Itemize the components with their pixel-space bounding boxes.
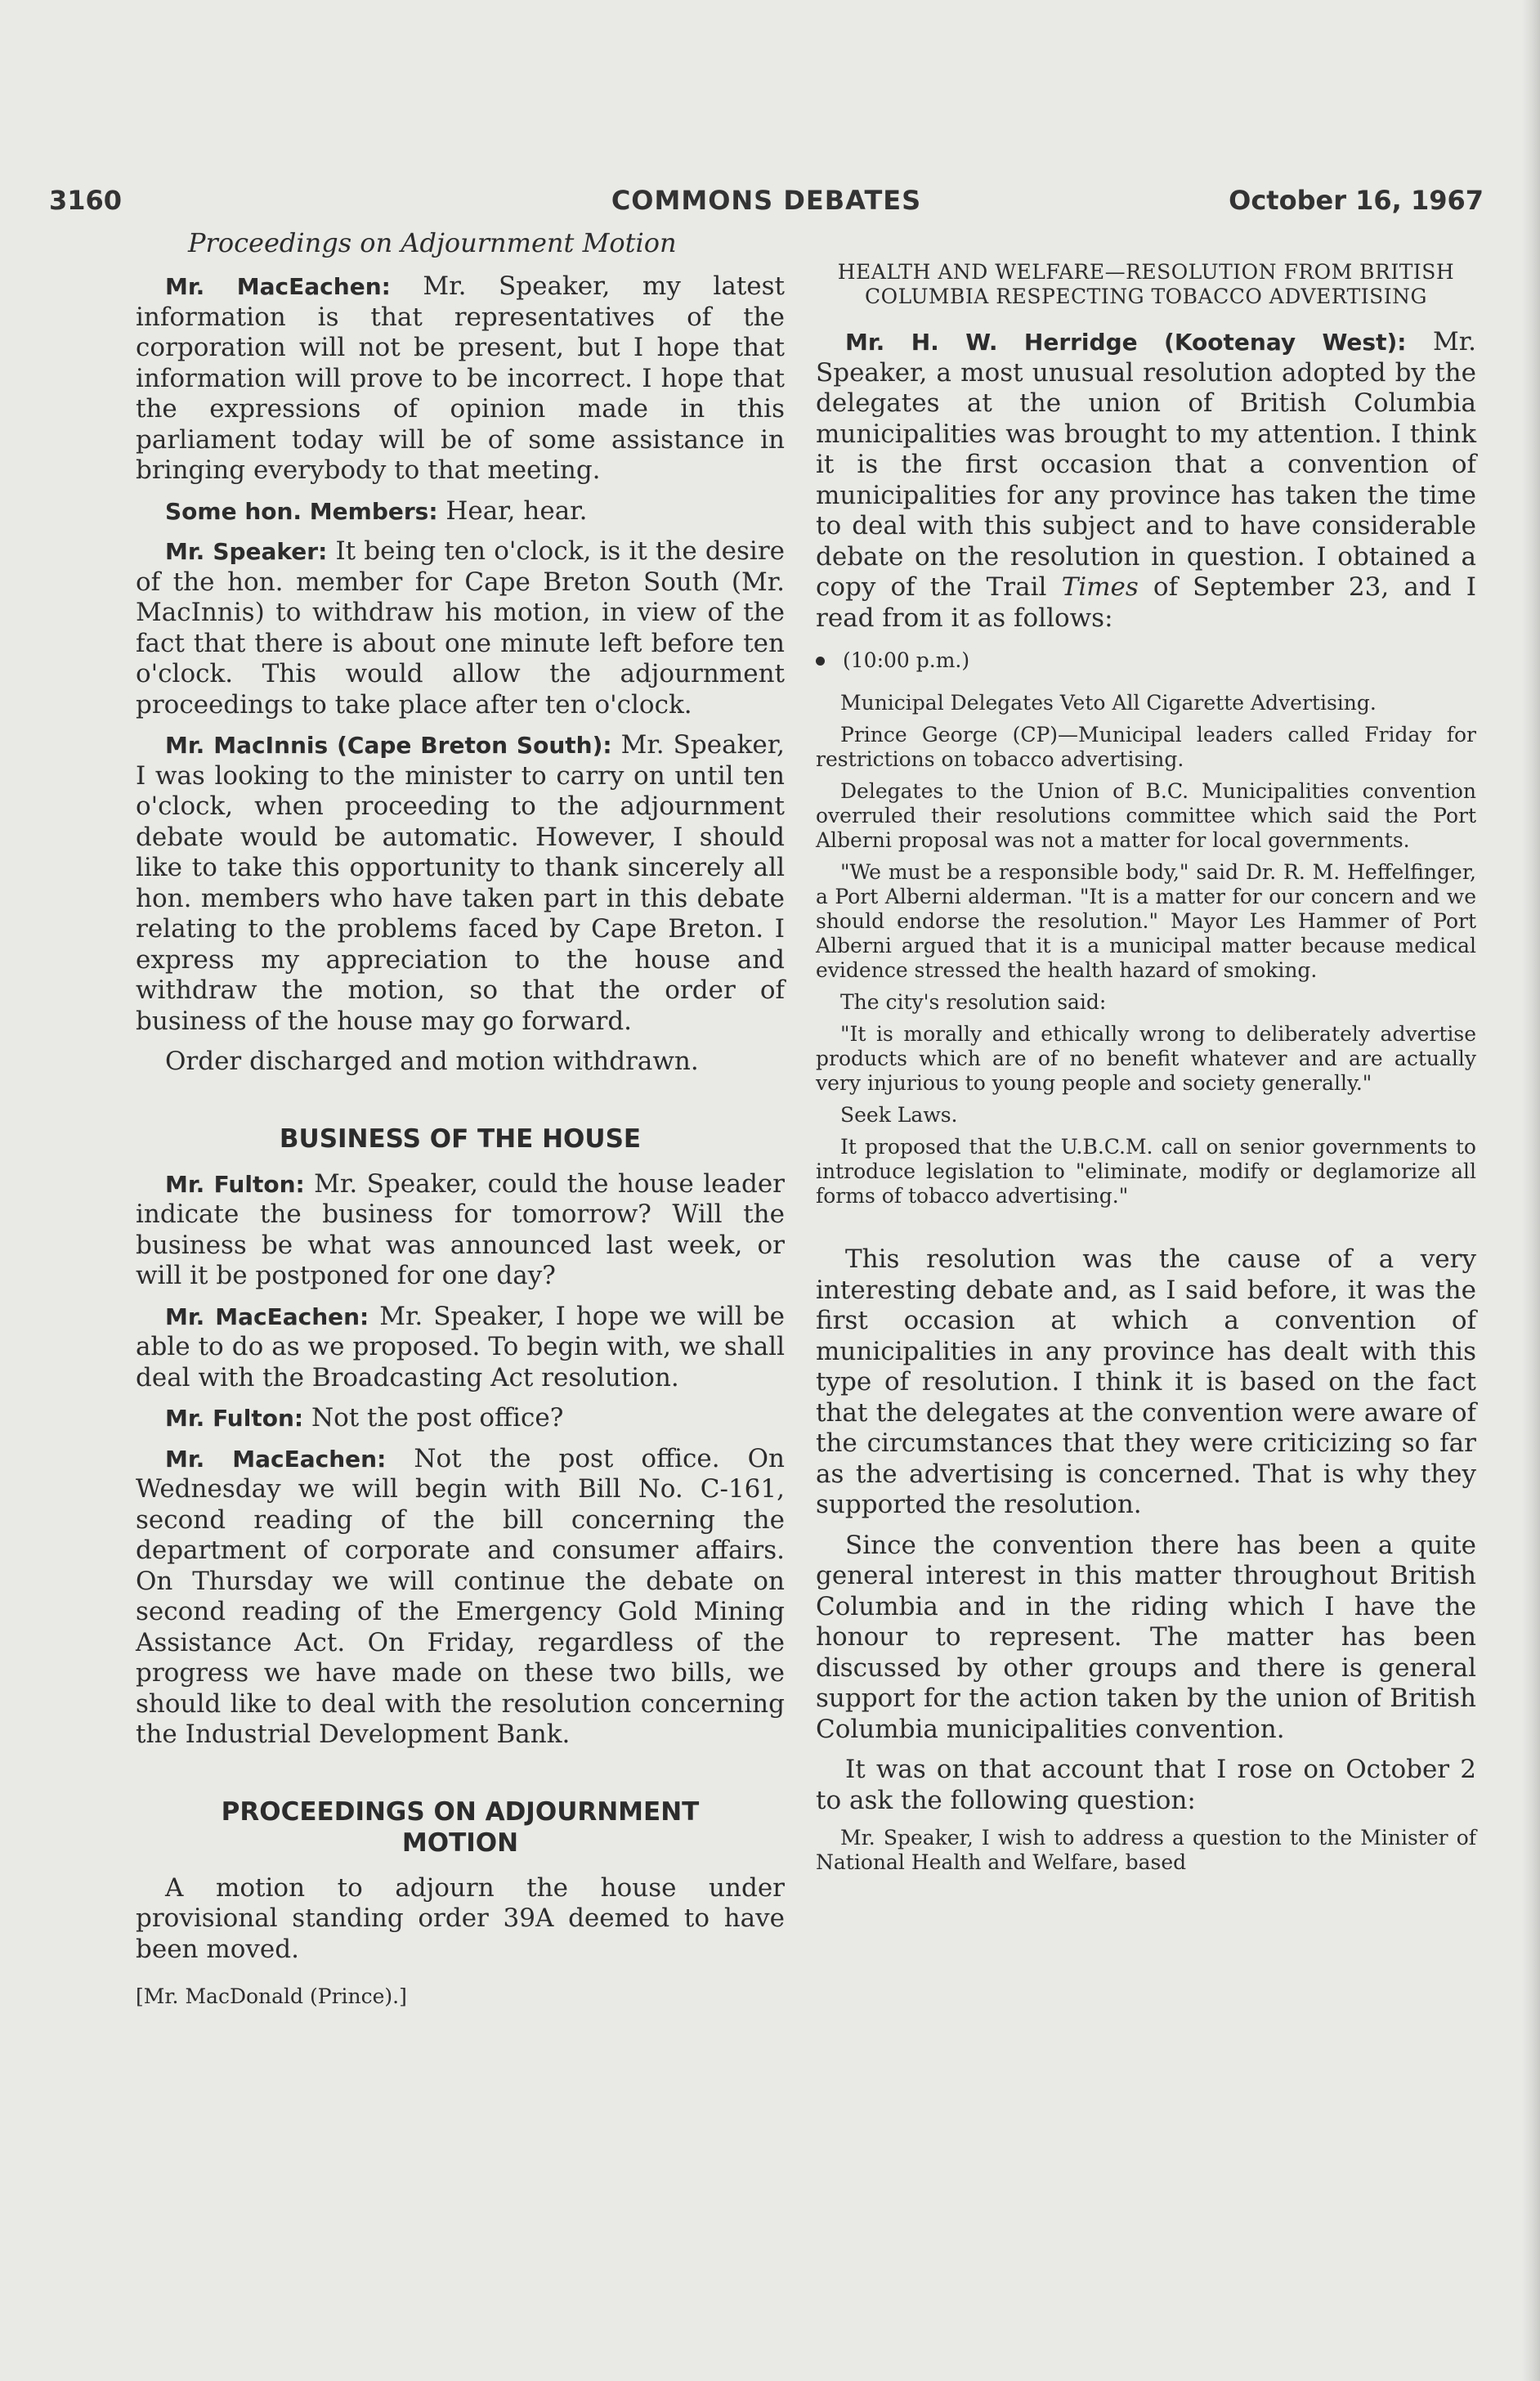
speech-text: Mr. Speaker, my latest information is that representatives of the corporation will not be present, but I hope that information will prove to be incorrect. I hope that the expressions of opinion made in this parliament today will be of some assistance in bringing everybody to that meeting.	[136, 271, 785, 485]
quoted-paragraph: It proposed that the U.B.C.M. call on senior governments to introduce legislation to "eliminate, modify or deglamorize all forms of tobacco advertising."	[816, 1135, 1476, 1208]
quoted-paragraph: Delegates to the Union of B.C. Municipalities convention overruled their resolutions committee which said the Port Alberni proposal was not a matter for local governments.	[816, 779, 1476, 852]
paragraph	[136, 536, 785, 720]
quoted-paragraph: Municipal Delegates Veto All Cigarette Advertising.	[840, 691, 1377, 715]
newspaper-title: Times	[1061, 572, 1139, 602]
bullet-dot-icon	[816, 657, 825, 666]
page-edge-shadow	[1522, 0, 1540, 2381]
paragraph	[136, 496, 785, 527]
quoted-paragraph: "It is morally and ethically wrong to deliberately advertise products which are of no benefit whatever and are actually very injurious to young people and society generally."	[816, 1022, 1476, 1095]
paragraph	[816, 327, 1476, 634]
speech-text: Mr. Speaker, a most unusual resolution adopted by the delegates at the union of British Columbia municipalities was brought to my attention. I think it is the first occasion that a convention of municipalities for any province has taken the time to deal with this subject and to have considerable debate on the resolution in question. I obtained a copy of the Trail	[816, 327, 1476, 602]
speech-text: It being ten o'clock, is it the desire of the hon. member for Cape Breton South (Mr. MacInnis) to withdraw his motion, in view of the fact that there is about one minute left before ten o'clock. This would allow the adjournment proceedings to take place after ten o'clock.	[136, 536, 785, 720]
paragraph: It was on that account that I rose on October 2 to ask the following question:	[816, 1755, 1476, 1815]
quoted-paragraph: Mr. Speaker, I wish to address a question to the Minister of National Health and Welfare, based	[816, 1826, 1476, 1874]
left-column	[136, 227, 785, 2009]
speech-text: Not the post office. On Wednesday we will begin with Bill No. C-161, second reading of the bill concerning the department of corporate and consumer affairs. On Thursday we will continue the debate on second reading of the Emergency Gold Mining Assistance Act. On Friday, regardless of the progress we have made on these two bills, we should like to deal with the resolution concerning the Industrial Development Bank.	[136, 1443, 786, 1749]
paragraph	[136, 730, 785, 1037]
quoted-paragraph: Seek Laws.	[840, 1103, 958, 1127]
speaker-name: Mr. MacEachen:	[165, 1303, 369, 1330]
time-marker-text: (10:00 p.m.)	[843, 648, 970, 672]
speech-text: Mr. Speaker, I hope we will be able to do as we proposed. To begin with, we shall deal with the Broadcasting Act resolution.	[136, 1301, 785, 1392]
footnote: [Mr. MacDonald (Prince).]	[136, 1984, 407, 2008]
time-marker	[816, 648, 1476, 673]
paragraph: This resolution was the cause of a very interesting debate and, as I said before, it was the first occasion at which a convention of municipalities in any province has dealt with this type of resolution. I think it is based on the fact that the delegates at the convention were aware of the circumstances that they were criticizing so far as the advertising is concerned. That is why they supported the resolution.	[816, 1244, 1476, 1519]
sub-heading-health-welfare: HEALTH AND WELFARE—RESOLUTION FROM BRITISH COLUMBIA RESPECTING TOBACCO ADVERTISING	[837, 260, 1455, 308]
section-heading-business: BUSINESS OF THE HOUSE	[279, 1123, 642, 1154]
page-header	[49, 185, 1484, 226]
speaker-name: Mr. MacInnis (Cape Breton South):	[165, 732, 612, 759]
procedural-note: Order discharged and motion withdrawn.	[165, 1047, 699, 1076]
paragraph: A motion to adjourn the house under provisional standing order 39A deemed to have been moved.	[136, 1872, 785, 1964]
speech-text: of September 23, and I read from it as follows:	[816, 572, 1476, 633]
paragraph	[136, 1444, 785, 1751]
speaker-name: Some hon. Members:	[165, 497, 438, 525]
quoted-paragraph: The city's resolution said:	[840, 990, 1107, 1014]
speech-text: Hear, hear.	[437, 495, 588, 526]
section-heading-line: PROCEEDINGS ON ADJOURNMENT	[221, 1796, 700, 1827]
paragraph	[136, 1403, 785, 1434]
section-heading-adjournment	[136, 1796, 785, 1859]
speaker-name: Mr. Fulton:	[165, 1170, 305, 1198]
right-column	[816, 227, 1476, 1882]
paragraph: Since the convention there has been a quite general interest in this matter throughout British Columbia and in the riding which I have the honour to represent. The matter has been discussed by other groups and there is general support for the action taken by the union of British Columbia municipalities convention.	[816, 1530, 1476, 1744]
speaker-name: Mr. MacEachen:	[165, 1445, 387, 1473]
speech-text: Mr. Speaker, I was looking to the minister to carry on until ten o'clock, when proceeding to the adjournment debate would be automatic. However, I should like to take this opportunity to thank sincerely all hon. members who have taken part in this debate relating to the problems faced by Cape Breton. I express my appreciation to the house and withdraw the motion, so that the order of business of the house may go forward.	[136, 730, 785, 1036]
speaker-name: Mr. Speaker:	[165, 538, 328, 565]
quoted-paragraph: "We must be a responsible body," said Dr. R. M. Heffelfinger, a Port Alberni alderman. "It is a matter for our concern and we should endorse the resolution." Mayor Les Hammer of Port Alberni argued that it is a municipal matter because medical evidence stressed the health hazard of smoking.	[816, 860, 1476, 982]
section-heading-line: MOTION	[401, 1827, 519, 1858]
paragraph	[136, 271, 785, 487]
speech-text: Mr. Speaker, could the house leader indicate the business for tomorrow? Will the business be what was announced last week, or will it be postponed for one day?	[136, 1168, 785, 1290]
publication-title: COMMONS DEBATES	[611, 185, 922, 216]
quoted-paragraph: Prince George (CP)—Municipal leaders called Friday for restrictions on tobacco advertising.	[816, 723, 1476, 771]
speaker-name: Mr. Fulton:	[165, 1405, 304, 1432]
publication-date: October 16, 1967	[1229, 185, 1484, 216]
paragraph	[136, 1169, 785, 1292]
speaker-name: Mr. H. W. Herridge (Kootenay West):	[845, 329, 1407, 356]
speaker-name: Mr. MacEachen:	[165, 273, 391, 300]
paragraph	[136, 1302, 785, 1394]
page-number: 3160	[49, 185, 123, 216]
running-head: Proceedings on Adjournment Motion	[188, 227, 677, 258]
speech-text: Not the post office?	[303, 1403, 564, 1433]
